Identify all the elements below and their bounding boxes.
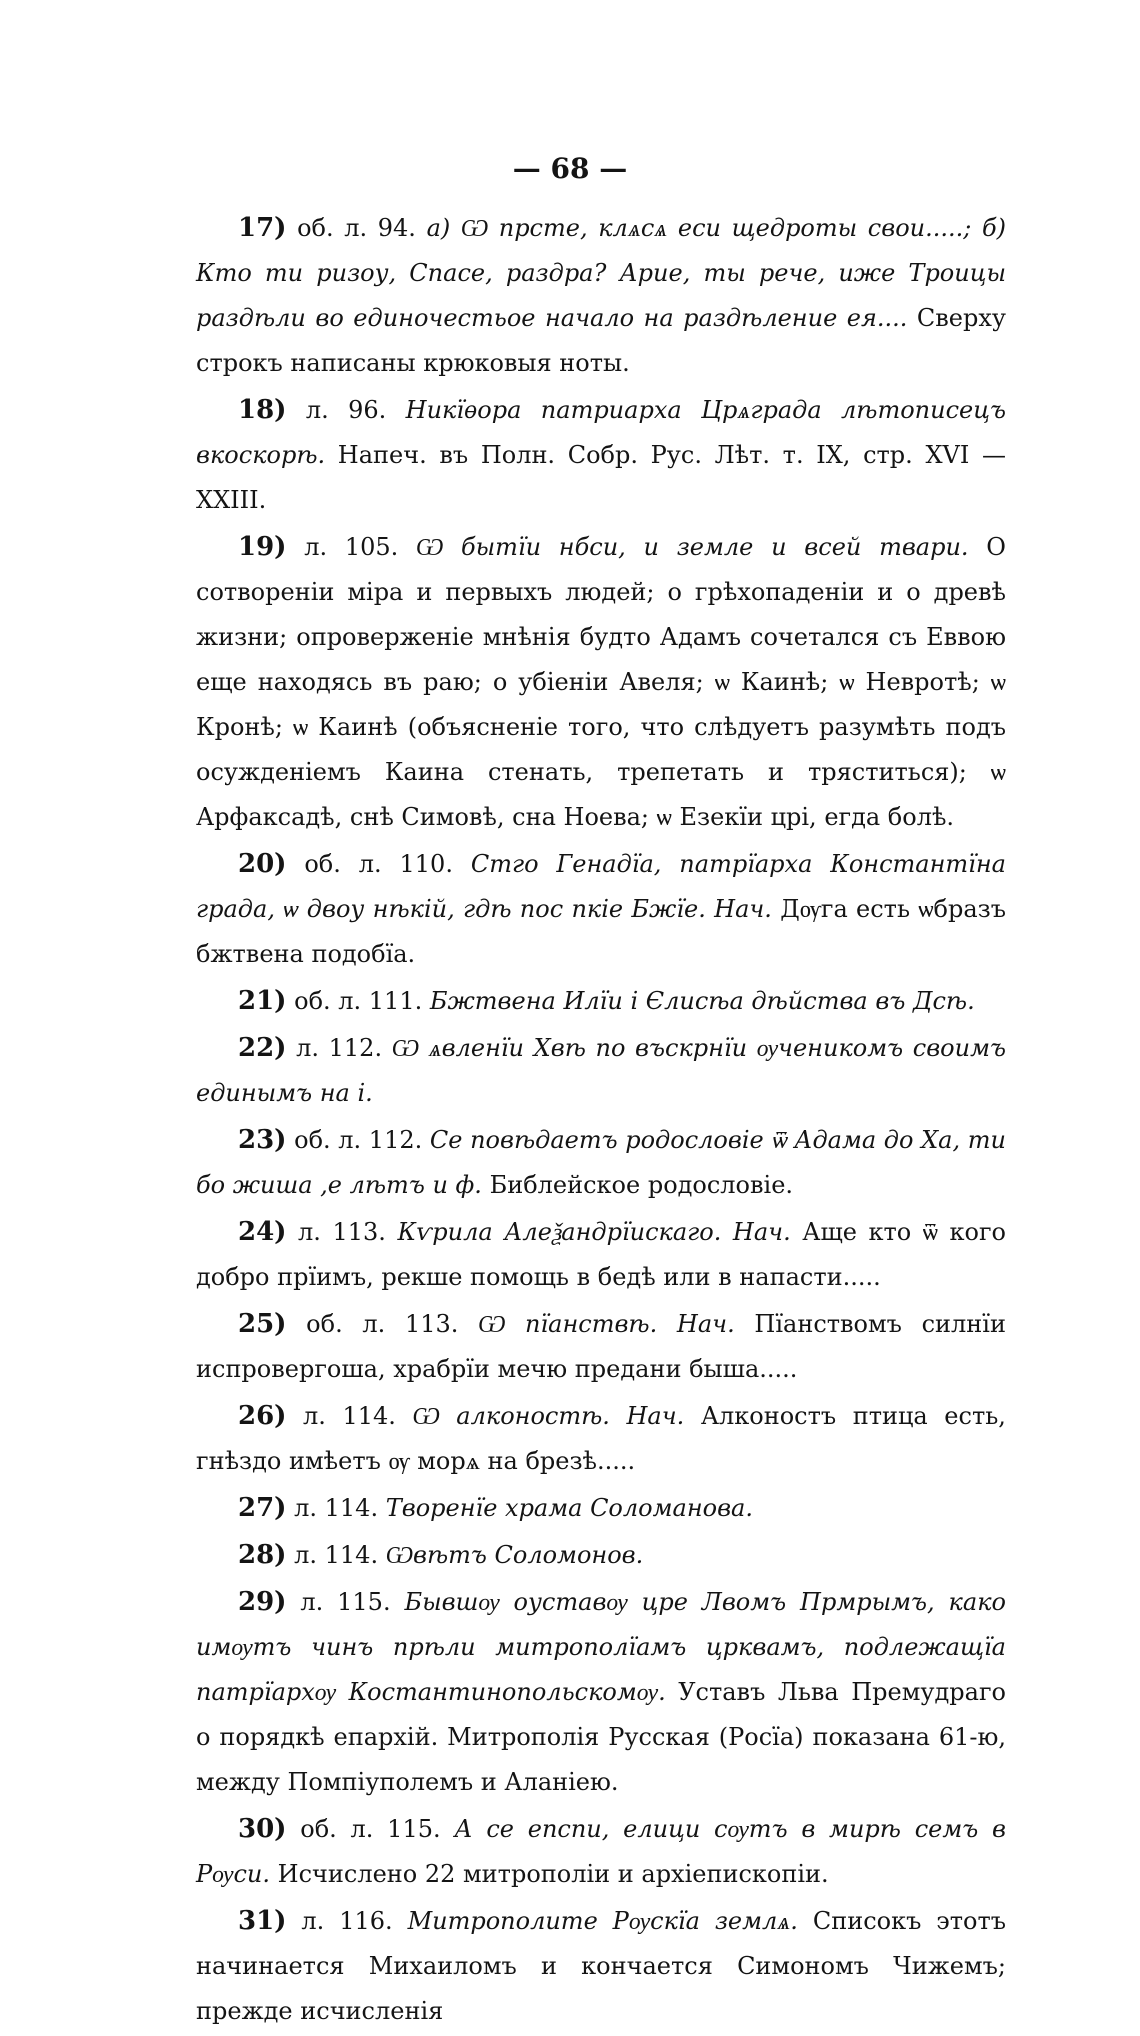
folio-reference: об. л. 110. [304,850,453,878]
folio-reference: л. 114. [294,1541,379,1569]
entry-number: 28) [238,1540,287,1570]
entry-description: Списокъ этотъ начинается Михаиломъ и кончается Симономъ Чижемъ; прежде исчисленія [196,1907,1007,2025]
folio-reference: л. 105. [304,533,399,561]
entry-description: Сверху строкъ написаны крюковыя ноты. [196,304,1006,377]
entry-number: 18) [238,395,287,425]
catalog-entry [196,388,1006,523]
folio-reference: об. л. 94. [297,214,416,242]
catalog-entry [196,1118,1006,1208]
entry-number: 26) [238,1401,287,1431]
slavonic-title: Творенїе храма Соломанова. [385,1494,753,1522]
slavonic-title: Митрополите Рѹскїа землѧ. [407,1907,798,1935]
folio-reference: об. л. 111. [294,987,423,1015]
catalog-entry [196,1026,1006,1116]
folio-reference: л. 113. [298,1218,386,1246]
incipit-label: Нач. [714,895,772,923]
catalog-entry [196,1899,1006,2034]
folio-reference: л. 96. [305,396,387,424]
catalog-entry [196,1486,1006,1531]
catalog-entry [196,206,1006,386]
entry-number: 20) [238,849,287,879]
slavonic-title: Ѡ ѧвленїи Хвѣ по въскрнїи ѹченикомъ своимъ единымъ на і. [196,1034,1006,1107]
entry-description: О сотвореніи міра и первыхъ людей; о грѣхопаденіи и о древѣ жизни; опроверженіе мнѣнія будто Адамъ сочетался съ Еввою еще находясь въ раю; о убіеніи Авеля; ѡ Каинѣ; ѡ Невротѣ; ѡ Кронѣ; ѡ Каинѣ (объясненіе того, что слѣдуетъ разумѣть подъ осужденіемъ Каина стенать, трепетать и тряститься); ѡ Арфаксадѣ, снѣ Симовѣ, сна Ноева; ѡ Езекїи црі, егда болѣ. [196,533,1006,831]
folio-reference: л. 116. [301,1907,393,1935]
catalog-entry [196,842,1006,977]
catalog-entry [196,1580,1006,1805]
entry-number: 30) [238,1814,287,1844]
incipit-label: Нач. [626,1402,685,1430]
entry-description: Исчислено 22 митрополіи и архіепископіи. [277,1860,829,1888]
slavonic-title: А се епспи, елици сѹтъ в мирѣ семъ в Рѹси. [196,1815,1006,1888]
entry-number: 31) [238,1906,287,1936]
entry-number: 21) [238,986,287,1016]
incipit-label: Нач. [676,1310,735,1338]
slavonic-title: Бывшѹ оуставѹ цре Лвомъ Прмрымъ, како имѹтъ чинъ прѣли митрополїамъ црквамъ, подлежащїа патрїархѹ Костантинопольскомѹ. [196,1588,1006,1706]
folio-reference: об. л. 115. [300,1815,441,1843]
slavonic-title: Ѡвѣтъ Соломонов. [385,1541,644,1569]
folio-reference: л. 115. [300,1588,391,1616]
catalog-entry [196,525,1006,840]
slavonic-title: Ѡ алконостѣ. [412,1402,610,1430]
catalog-entry [196,1302,1006,1392]
folio-reference: л. 112. [296,1034,383,1062]
slavonic-title: Кѵрила Алеѯандрїискаго. [397,1218,722,1246]
entry-number: 24) [238,1217,287,1247]
entry-description: Дѹга есть ѡбразъ бжтвена подобїа. [196,895,1006,968]
catalog-entry [196,1533,1006,1578]
entry-number: 22) [238,1033,287,1063]
slavonic-title: а) Ѡ прсте, клѧсѧ еси щедроты свои.....; б) Кто ти ризоу, Спасе, раздра? Арие, ты рече, иже Троицы раздѣли во единочестьое начало на раздѣление ея.... [196,214,1006,332]
entry-number: 25) [238,1309,287,1339]
incipit-label: Нач. [732,1218,791,1246]
catalog-entry [196,1394,1006,1484]
entry-description: Уставъ Льва Премудраго о порядкѣ епархій. Митрополія Русская (Росїа) показана 61-ю, между Помпіуполемъ и Аланіею. [196,1678,1006,1796]
folio-reference: об. л. 112. [294,1126,423,1154]
slavonic-title: Ѡ пїанствѣ. [478,1310,658,1338]
entry-number: 19) [238,532,287,562]
entry-description: Аще кто ѿ кого добро прїимъ, рекше помощь в бедѣ или в напасти..... [196,1218,1006,1291]
slavonic-title: Бжтвена Илїи і Єлисѣа дѣйства въ Дсѣ. [429,987,975,1015]
entry-description: Пїанствомъ силнїи испровергоша, храбрїи мечю предани быша..... [196,1310,1006,1383]
entry-number: 23) [238,1125,287,1155]
folio-reference: об. л. 113. [306,1310,459,1338]
entry-number: 29) [238,1587,287,1617]
page-number: — 68 — [512,152,628,185]
slavonic-title: Никїѳора патриарха Црѧграда лѣтописецъ вкоскорѣ. [196,396,1006,469]
entries-list [196,206,1006,2036]
entry-number: 17) [238,213,287,243]
catalog-entry [196,979,1006,1024]
folio-reference: л. 114. [303,1402,396,1430]
slavonic-title: Ѡ бытїи нбси, и земле и всей твари. [416,533,969,561]
catalog-entry [196,1210,1006,1300]
entry-description: Напеч. въ Полн. Собр. Рус. Лѣт. т. IX, стр. XVI — XXIII. [196,441,1006,514]
folio-reference: л. 114. [294,1494,379,1522]
catalog-entry [196,1807,1006,1897]
slavonic-title: Се повѣдаетъ родословіе ѿ Адама до Ха, ти бо жиша ,е лѣтъ и ф. [196,1126,1006,1199]
entry-description: Библейское родословіе. [489,1171,794,1199]
slavonic-title: Стго Генадїа, патрїарха Константїна града, ѡ двоу нѣкій, гдѣ пос пкіе Бжїе. [196,850,1006,923]
entry-number: 27) [238,1493,287,1523]
entry-description: Алконостъ птица есть, гнѣздо имѣетъ ѹ морѧ на брезѣ..... [196,1402,1006,1475]
